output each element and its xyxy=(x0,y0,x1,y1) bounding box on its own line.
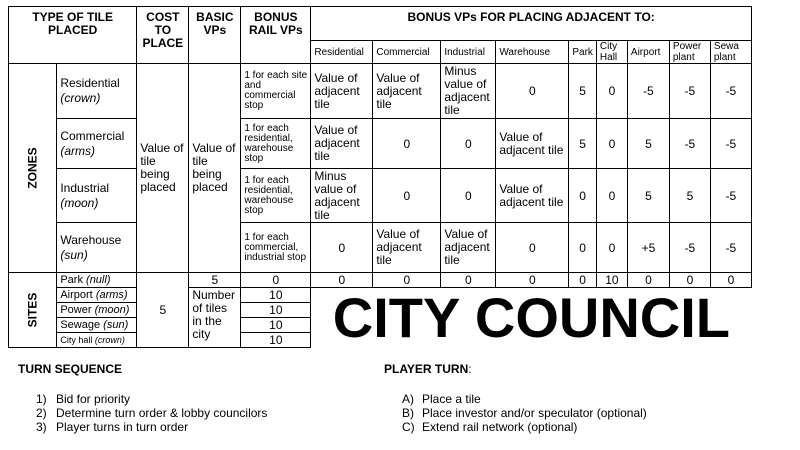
adj-cell: 5 xyxy=(627,169,669,223)
adj-cell: 0 xyxy=(441,119,496,169)
adj-cell: -5 xyxy=(710,223,751,273)
adj-cell: -5 xyxy=(627,64,669,119)
adj-cell: 0 xyxy=(373,119,441,169)
adj-cell: 0 xyxy=(569,223,597,273)
site-rail: 10 xyxy=(241,288,311,303)
col-city-hall: City Hall xyxy=(596,41,627,64)
adj-cell: 5 xyxy=(669,169,710,223)
site-name: City hall (crown) xyxy=(57,333,137,348)
sites-label: SITES xyxy=(9,273,57,348)
col-sewa-plant: Sewa plant xyxy=(710,41,751,64)
zone-row-residential xyxy=(9,64,752,119)
zone-row-industrial xyxy=(9,169,752,223)
city-council-title: CITY COUNCIL xyxy=(332,287,730,348)
col-warehouse: Warehouse xyxy=(496,41,569,64)
adj-cell: 0 xyxy=(496,273,569,288)
adj-cell: -5 xyxy=(710,64,751,119)
adj-cell: -5 xyxy=(669,64,710,119)
site-name: Park (null) xyxy=(57,273,137,288)
site-name: Sewage (sun) xyxy=(57,318,137,333)
player-turn-list xyxy=(384,392,647,434)
adj-cell: Minus value of adjacent tile xyxy=(311,169,373,223)
adj-cell: 0 xyxy=(373,273,441,288)
adj-cell: 0 xyxy=(596,169,627,223)
col-power-plant: Power plant xyxy=(669,41,710,64)
site-rail: 10 xyxy=(241,333,311,348)
adj-cell: 0 xyxy=(710,273,751,288)
adj-cell: Minus value of adjacent tile xyxy=(441,64,496,119)
site-rail: 10 xyxy=(241,318,311,333)
zone-rail: 1 for each residential, warehouse stop xyxy=(241,169,311,223)
turn-sequence-list xyxy=(18,392,267,434)
header-tile-type: TYPE OF TILE PLACED xyxy=(9,7,137,64)
zones-cost: Value of tile being placed xyxy=(137,64,189,273)
site-row-park xyxy=(9,273,752,288)
adj-cell: 5 xyxy=(569,119,597,169)
adj-cell: -5 xyxy=(669,119,710,169)
header-bonus-rail: BONUS RAIL VPs xyxy=(241,7,311,64)
col-industrial: Industrial xyxy=(441,41,496,64)
list-item: C) Extend rail network (optional) xyxy=(402,420,578,434)
zone-row-commercial xyxy=(9,119,752,169)
adj-cell: 5 xyxy=(569,64,597,119)
adj-cell: +5 xyxy=(627,223,669,273)
adj-cell: 10 xyxy=(596,273,627,288)
list-item: 3) Player turns in turn order xyxy=(36,420,189,434)
zones-basic-vps: Value of tile being placed xyxy=(189,64,241,273)
sites-basic-vps: Number of tiles in the city xyxy=(189,288,241,348)
list-item: 2) Determine turn order & lobby councilors xyxy=(36,406,268,420)
adj-cell: Value of adjacent tile xyxy=(373,223,441,273)
zone-rail: 1 for each residential, warehouse stop xyxy=(241,119,311,169)
adj-cell: Value of adjacent tile xyxy=(496,119,569,169)
col-airport: Airport xyxy=(627,41,669,64)
adj-cell: Value of adjacent tile xyxy=(441,223,496,273)
adj-cell: Value of adjacent tile xyxy=(311,64,373,119)
site-row-airport xyxy=(9,288,752,303)
zones-label: ZONES xyxy=(9,64,57,273)
list-item: B) Place investor and/or speculator (optional) xyxy=(402,406,647,420)
col-commercial: Commercial xyxy=(373,41,441,64)
list-item: 1) Bid for priority xyxy=(36,392,131,406)
header-basic-vps: BASIC VPs xyxy=(189,7,241,64)
zone-rail: 1 for each site and commercial stop xyxy=(241,64,311,119)
adj-cell: 0 xyxy=(596,64,627,119)
site-rail: 0 xyxy=(241,273,311,288)
adj-cell: 0 xyxy=(596,223,627,273)
adj-cell: 0 xyxy=(569,273,597,288)
player-turn-title: PLAYER TURN: xyxy=(384,362,472,376)
header-adjacent-bonus: BONUS VPs FOR PLACING ADJACENT TO: xyxy=(311,7,752,41)
adj-cell: 0 xyxy=(441,169,496,223)
zone-name: Commercial (arms) xyxy=(57,119,137,169)
zone-name: Residential (crown) xyxy=(57,64,137,119)
adj-cell: Value of adjacent tile xyxy=(496,169,569,223)
adj-cell: Value of adjacent tile xyxy=(373,64,441,119)
adj-cell: 0 xyxy=(373,169,441,223)
site-basic-vps: 5 xyxy=(189,273,241,288)
site-name: Airport (arms) xyxy=(57,288,137,303)
zone-rail: 1 for each commercial, industrial stop xyxy=(241,223,311,273)
list-item: A) Place a tile xyxy=(402,392,481,406)
header-cost: COST TO PLACE xyxy=(137,7,189,64)
col-park: Park xyxy=(569,41,597,64)
city-council-reference-sheet xyxy=(8,6,752,348)
site-rail: 10 xyxy=(241,303,311,318)
adj-cell: 0 xyxy=(627,273,669,288)
adj-cell: -5 xyxy=(669,223,710,273)
adj-cell: 0 xyxy=(569,169,597,223)
sites-cost: 5 xyxy=(137,273,189,348)
adj-cell: 0 xyxy=(669,273,710,288)
turn-sequence xyxy=(18,362,267,434)
zone-name: Industrial (moon) xyxy=(57,169,137,223)
adj-cell: 0 xyxy=(496,64,569,119)
adj-cell: 0 xyxy=(311,273,373,288)
adj-cell: 0 xyxy=(596,119,627,169)
col-residential: Residential xyxy=(311,41,373,64)
adj-cell: -5 xyxy=(710,169,751,223)
zone-name: Warehouse (sun) xyxy=(57,223,137,273)
tile-scoring-table xyxy=(8,6,752,348)
adj-cell: 0 xyxy=(496,223,569,273)
site-name: Power (moon) xyxy=(57,303,137,318)
adj-cell: -5 xyxy=(710,119,751,169)
player-turn xyxy=(384,362,647,434)
adj-cell: Value of adjacent tile xyxy=(311,119,373,169)
adj-cell: 0 xyxy=(311,223,373,273)
zone-row-warehouse xyxy=(9,223,752,273)
adj-cell: 0 xyxy=(441,273,496,288)
turn-sequence-title: TURN SEQUENCE xyxy=(18,362,123,376)
adj-cell: 5 xyxy=(627,119,669,169)
